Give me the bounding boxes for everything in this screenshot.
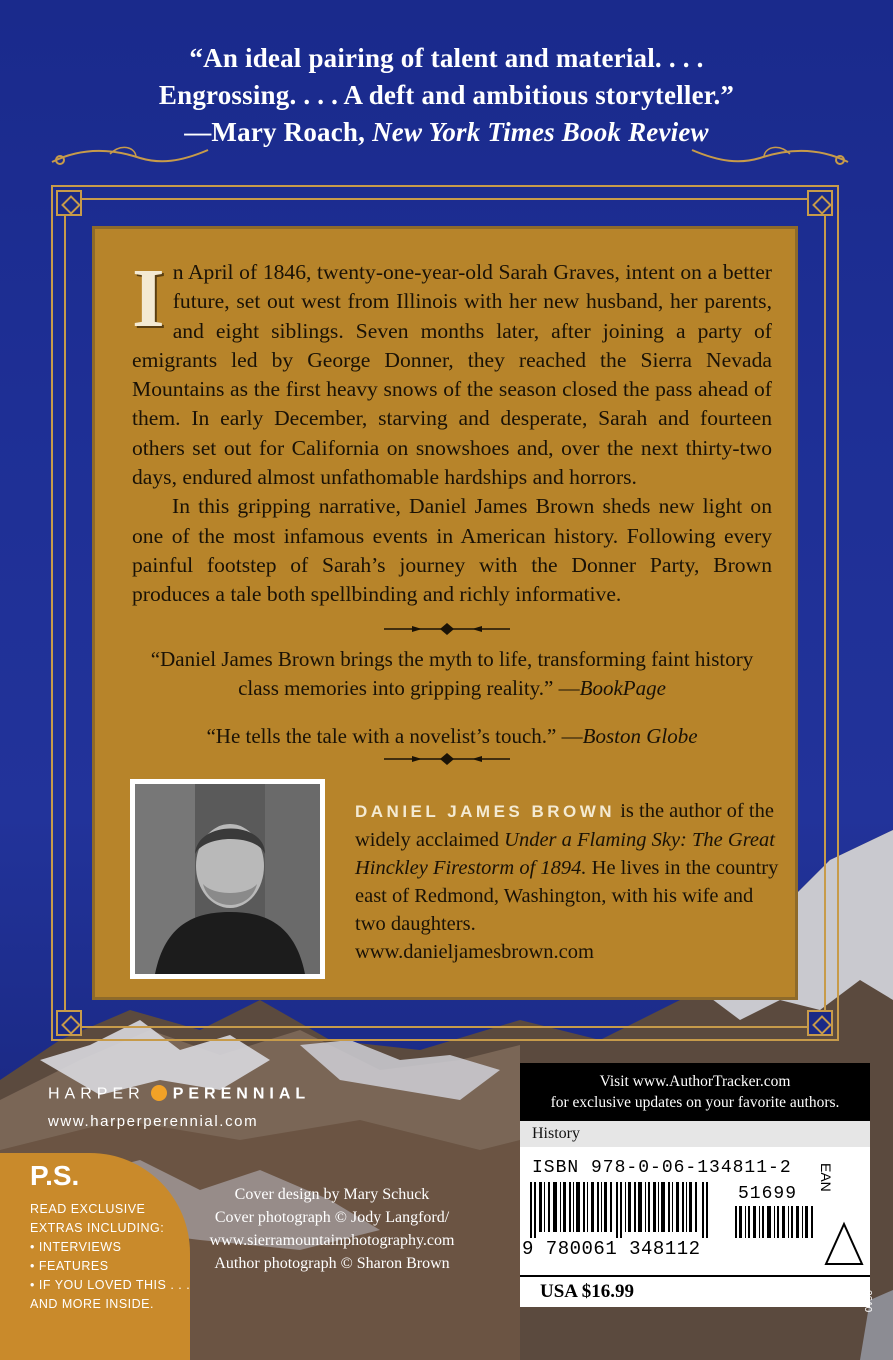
publisher-name-right: PERENNIAL — [172, 1085, 311, 1103]
author-bio — [355, 797, 785, 966]
ps-line: READ EXCLUSIVE — [30, 1202, 146, 1216]
author-photo — [130, 779, 325, 979]
author-website-link[interactable]: www.danieljamesbrown.com — [355, 941, 594, 963]
quote-publication: New York Times Book Review — [372, 117, 709, 147]
ps-line: EXTRAS INCLUDING: — [30, 1221, 165, 1235]
summary-paragraph-1 — [132, 252, 772, 492]
ps-line: • FEATURES — [30, 1259, 109, 1273]
prior-book-title: Under a Flaming Sky: The Great Hinckley Firestorm of 1894. — [355, 829, 775, 879]
left-flourish-ornament — [50, 140, 210, 174]
publisher-logo — [48, 1085, 310, 1104]
ps-line: AND MORE INSIDE. — [30, 1297, 154, 1311]
book-summary — [132, 252, 772, 610]
praise-2-source: Boston Globe — [582, 724, 698, 748]
credit-line: www.sierramountainphotography.com — [209, 1232, 455, 1249]
bio-text-2: He lives in the country east of Redmond, Washington, with his wife and two daughters. — [355, 857, 779, 935]
publisher-website-link[interactable]: www.harperperennial.com — [48, 1113, 259, 1130]
summary-p1-text: n April of 1846, twenty-one-year-old Sarah Graves, intent on a better future, set out west from Illinois with her new husband, her parents, and eight siblings. Seven months later, after joining a party of emigrants led by George Donner, they reached the Sierra Nevada Mountains as the first heavy snows of the season closed the pass ahead of them. In early December, starving and desperate, Sarah and fourteen others set out for California on snowshoes and, over the next thirty-two days, endured almost unfathomable hardships and horrors. — [132, 260, 772, 490]
summary-paragraph-2: In this gripping narrative, Daniel James Brown sheds new light on one of the most infamous events in American history. Following every painful footstep of Sarah’s journey with the Donner Party, Brown produces a tale both spellbinding and richly informative. — [132, 494, 772, 607]
praise-1-source: BookPage — [579, 676, 666, 700]
corner-ornament-icon — [56, 190, 82, 216]
corner-ornament-icon — [807, 190, 833, 216]
praise-quote-2 — [132, 722, 772, 751]
author-name: DANIEL JAMES BROWN — [355, 802, 616, 821]
isbn-number: ISBN 978-0-06-134811-2 — [532, 1158, 792, 1178]
credit-line: Cover design by Mary Schuck — [234, 1186, 430, 1203]
price-label: USA $16.99 — [520, 1275, 870, 1307]
corner-ornament-icon — [807, 1010, 833, 1036]
drop-cap: I — [132, 252, 165, 345]
isbn-barcode-icon — [530, 1182, 730, 1238]
ean-label: EAN — [818, 1163, 834, 1192]
publisher-name-left: HARPER — [48, 1085, 145, 1103]
cover-credits — [167, 1183, 497, 1275]
quote-line-2: Engrossing. . . . A deft and ambitious storyteller.” — [158, 80, 735, 110]
triangle-icon — [822, 1220, 866, 1268]
publisher-dot-icon — [151, 1085, 167, 1101]
top-review-quote — [90, 40, 803, 151]
ornamental-divider-2 — [382, 752, 512, 766]
ps-line: • INTERVIEWS — [30, 1240, 122, 1254]
ps-title: P.S. — [30, 1160, 80, 1191]
credit-line: Cover photograph © Jody Langford/ — [214, 1209, 450, 1226]
credit-line: Author photograph © Sharon Brown — [214, 1255, 450, 1272]
price-code: 51699 — [738, 1184, 798, 1204]
right-flourish-ornament — [690, 140, 850, 174]
author-tracker-banner — [520, 1063, 870, 1121]
bio-text-1: is the author of the widely acclaimed — [355, 800, 774, 851]
praise-2-text: “He tells the tale with a novelist’s touch.” — — [206, 724, 583, 748]
ps-line: • IF YOU LOVED THIS . . . — [30, 1278, 191, 1292]
quote-author: —Mary Roach, — [184, 117, 373, 147]
print-code: 0610 — [862, 1290, 873, 1313]
quote-line-1: “An ideal pairing of talent and material. . . . — [189, 43, 704, 73]
tracker-line-2: for exclusive updates on your favorite authors. — [550, 1094, 840, 1111]
price-barcode-icon — [735, 1206, 815, 1238]
ornamental-divider-1 — [382, 622, 512, 636]
corner-ornament-icon — [56, 1010, 82, 1036]
praise-quote-1 — [132, 645, 772, 703]
tracker-line-1: Visit www.AuthorTracker.com — [599, 1073, 791, 1090]
praise-1-text: “Daniel James Brown brings the myth to life, transforming faint history class memories into gripping reality.” — — [150, 647, 754, 700]
barcode-digits: 9 780061 348112 — [522, 1238, 701, 1260]
genre-label: History — [520, 1121, 870, 1147]
author-portrait-image — [135, 784, 320, 974]
